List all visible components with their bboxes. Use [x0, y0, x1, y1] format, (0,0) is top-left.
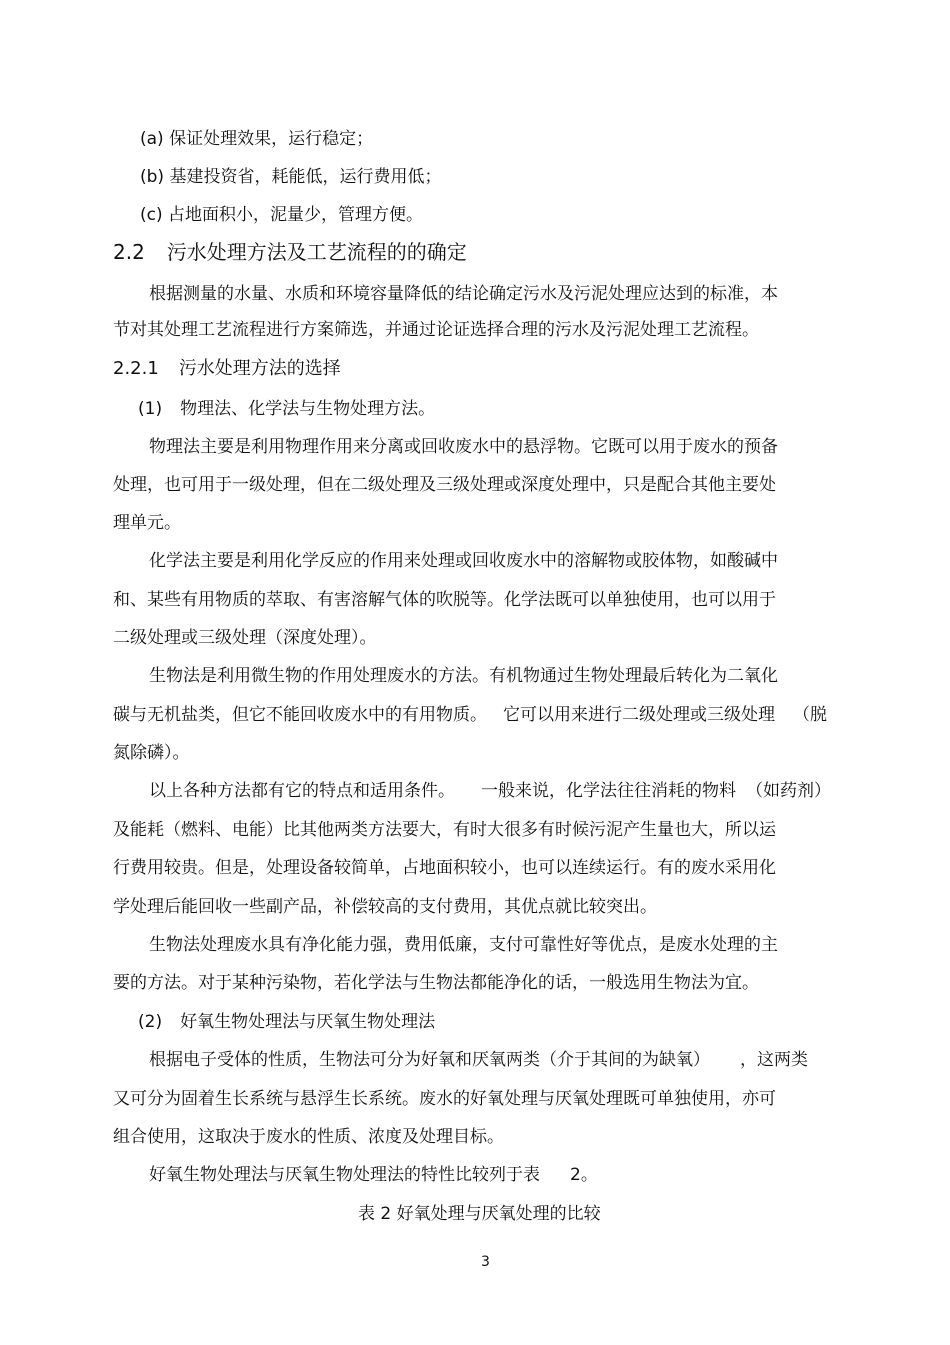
- chemical-line-2: 和、某些有用物质的萃取、有害溶解气体的吹脱等。化学法既可以单独使用，也可以用于: [113, 590, 776, 610]
- subsection-number: 2.2.1: [113, 358, 159, 379]
- compare-line-3: 行费用较贵。但是，处理设备较简单，占地面积较小，也可以连续运行。有的废水采用化: [113, 858, 776, 878]
- section-title: 污水处理方法及工艺流程的的确定: [166, 240, 467, 264]
- text-span: （如药剂）: [746, 781, 831, 801]
- bio-adv-line-1: 生物法处理废水具有净化能力强，费用低廉，支付可靠性好等优点，是废水处理的主: [149, 935, 778, 955]
- text-span: 碳与无机盐类，但它不能回收废水中的有用物质。: [113, 705, 487, 725]
- aerobic-line-3: 组合使用，这取决于废水的性质、浓度及处理目标。: [113, 1127, 504, 1147]
- table-number-ref: 2。: [570, 1165, 598, 1185]
- item-number: (1): [138, 399, 163, 419]
- item-2-heading: [138, 1011, 435, 1033]
- physical-line-2: 处理，也可用于一级处理，但在二级处理及三级处理或深度处理中，只是配合其他主要处: [113, 475, 776, 495]
- bio-adv-line-2: 要的方法。对于某种污染物，若化学法与生物法都能净化的话，一般选用生物法为宜。: [113, 973, 759, 993]
- text-span: 根据电子受体的性质，生物法可分为好氧和厌氧两类（介于其间的为缺氧）: [149, 1050, 710, 1070]
- chemical-line-1: 化学法主要是利用化学反应的作用来处理或回收废水中的溶解物或胶体物，如酸碱中: [149, 551, 778, 571]
- item-number: (2): [138, 1012, 163, 1032]
- item-title: 物理法、化学法与生物处理方法。: [180, 399, 436, 419]
- text-span: 以上各种方法都有它的特点和适用条件。: [149, 781, 455, 801]
- compare-line-2: 及能耗（燃料、电能）比其他两类方法要大，有时大很多有时候污泥产生量也大，所以运: [113, 820, 776, 840]
- chemical-line-3: 二级处理或三级处理（深度处理）。: [113, 628, 377, 648]
- section-heading-2-2: [113, 241, 467, 263]
- text-span: 一般来说，化学法往往消耗的物料: [481, 781, 736, 801]
- biological-line-3: 氮除磷）。: [113, 743, 190, 763]
- intro-line-1: 根据测量的水量、水质和环境容量降低的结论确定污水及污泥处理应达到的标准，本: [149, 284, 778, 304]
- text-span: （脱: [793, 705, 827, 725]
- compare-line-1: [149, 780, 831, 802]
- criterion-b: (b) 基建投资省，耗能低，运行费用低；: [140, 167, 442, 187]
- biological-line-1: 生物法是利用微生物的作用处理废水的方法。有机物通过生物处理最后转化为二氧化: [149, 666, 778, 686]
- page-number: 3: [481, 1254, 490, 1270]
- aerobic-line-2: 又可分为固着生长系统与悬浮生长系统。废水的好氧处理与厌氧处理既可单独使用，亦可: [113, 1089, 776, 1109]
- criterion-c: (c) 占地面积小，泥量少，管理方便。: [140, 205, 424, 225]
- physical-line-3: 理单元。: [113, 513, 181, 533]
- item-1-heading: [138, 398, 435, 420]
- section-number: 2.2: [113, 240, 145, 264]
- biological-line-2: [113, 704, 827, 726]
- table-caption: 表 2 好氧处理与厌氧处理的比较: [358, 1204, 601, 1224]
- text-span: ，这两类: [740, 1050, 808, 1070]
- physical-line-1: 物理法主要是利用物理作用来分离或回收废水中的悬浮物。它既可以用于废水的预备: [149, 437, 778, 457]
- section-heading-2-2-1: [113, 358, 341, 380]
- text-span: 它可以用来进行二级处理或三级处理: [503, 705, 775, 725]
- item-title: 好氧生物处理法与厌氧生物处理法: [180, 1012, 436, 1032]
- text-span: 好氧生物处理法与厌氧生物处理法的特性比较列于表: [149, 1165, 540, 1185]
- subsection-title: 污水处理方法的选择: [178, 358, 341, 379]
- table-reference-line: [149, 1164, 598, 1186]
- intro-line-2: 节对其处理工艺流程进行方案筛选，并通过论证选择合理的污水及污泥处理工艺流程。: [113, 320, 759, 340]
- compare-line-4: 学处理后能回收一些副产品，补偿较高的支付费用，其优点就比较突出。: [113, 897, 657, 917]
- aerobic-line-1: [149, 1049, 808, 1071]
- criterion-a: (a) 保证处理效果，运行稳定；: [140, 129, 374, 149]
